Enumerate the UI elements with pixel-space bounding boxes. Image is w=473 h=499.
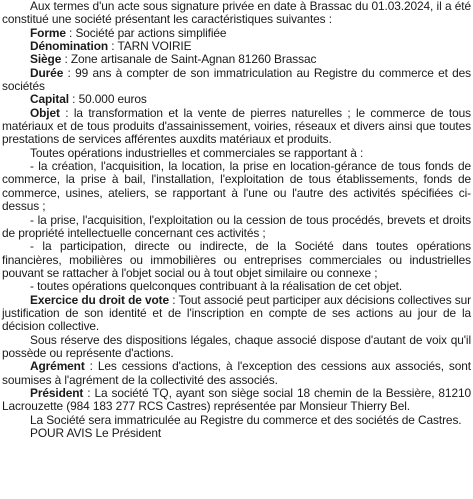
operation-item: - la participation, directe ou indirecte, de la Société dans toutes opérations financières, mobilières ou immobilières ou entreprises commerciales ou industrielles pouvant se rattacher à l'objet social ou à tout objet similaire ou connexe ; bbox=[2, 239, 471, 280]
agrement-value: : Les cessions d'actions, à l'exception des cessions aux associés, sont soumises à l'agrément de la collectivité des associés. bbox=[2, 359, 471, 387]
duree-value: : 99 ans à compter de son immatriculation au Registre du commerce et des sociétés bbox=[2, 65, 471, 94]
operations-intro: Toutes opérations industrielles et commerciales se rapportant à : bbox=[30, 145, 364, 160]
president-label: Président bbox=[30, 385, 84, 400]
denomination-label: Dénomination bbox=[30, 39, 109, 54]
objet-value: : la transformation et la vente de pierres naturelles ; le commerce de tous matériaux et de tous produits d'assainissement, voiries, réseaux et divers ainsi que toutes prestations de services afférentes auxdits matériaux et produits. bbox=[2, 105, 471, 147]
vote-paragraph bbox=[2, 294, 471, 334]
siege-line bbox=[2, 53, 471, 66]
agrement-label: Agrément bbox=[30, 359, 85, 374]
operation-item: - la création, l'acquisition, la location, la prise en location-gérance de tous fonds de commerce, la prise à bail, l'installation, l'exploitation de tous établissements, fonds de commerce, usines, ateliers, se rapportant à l'une ou l'autre des activités spécifiées ci-dessus ; bbox=[2, 159, 471, 214]
siege-label: Siège bbox=[30, 52, 62, 67]
signature-line: POUR AVIS Le Président bbox=[30, 426, 162, 440]
capital-label: Capital bbox=[30, 92, 69, 107]
denomination-line bbox=[2, 40, 471, 53]
intro-paragraph: Aux termes d'un acte sous signature privée en date à Brassac du 01.03.2024, il a été constitué une société présentant les caractéristiques suivantes : bbox=[2, 0, 471, 27]
capital-line bbox=[2, 93, 471, 106]
operation-item: - toutes opérations quelconques contribuant à la réalisation de cet objet. bbox=[30, 279, 403, 294]
duree-label: Durée bbox=[30, 65, 64, 80]
forme-value: : Société par actions simplifiée bbox=[65, 25, 227, 40]
immatriculation-line: La Société sera immatriculée au Registre du commerce et des sociétés de Castres. bbox=[30, 412, 462, 427]
president-paragraph bbox=[2, 387, 471, 414]
vote-label: Exercice du droit de vote bbox=[30, 292, 170, 307]
agrement-paragraph bbox=[2, 360, 471, 387]
objet-paragraph bbox=[2, 107, 471, 147]
operation-item: - la prise, l'acquisition, l'exploitation ou la cession de tous procédés, brevets et droits de propriété intellectuelle concernant ces activités ; bbox=[2, 212, 471, 240]
president-value: : La société TQ, ayant son siège social 18 chemin de la Bessière, 81210 Lacrouzette (984 183 277 RCS Castres) représentée par Monsieur Thierry Bel. bbox=[2, 385, 471, 414]
capital-value: : 50.000 euros bbox=[68, 92, 147, 107]
objet-label: Objet bbox=[30, 105, 60, 120]
denomination-value: : TARN VOIRIE bbox=[108, 39, 192, 54]
vote-value: : Tout associé peut participer aux décisions collectives sur justification de son identité et de l'inscription en compte de ses actions au jour de la décision collective. bbox=[2, 292, 471, 334]
siege-value: : Zone artisanale de Saint-Agnan 81260 Brassac bbox=[61, 52, 317, 67]
forme-line bbox=[2, 27, 471, 40]
forme-label: Forme bbox=[30, 25, 66, 40]
duree-line bbox=[2, 67, 471, 94]
reserve-paragraph: Sous réserve des dispositions légales, chaque associé dispose d'autant de voix qu'il possède ou représente d'actions. bbox=[2, 332, 471, 360]
